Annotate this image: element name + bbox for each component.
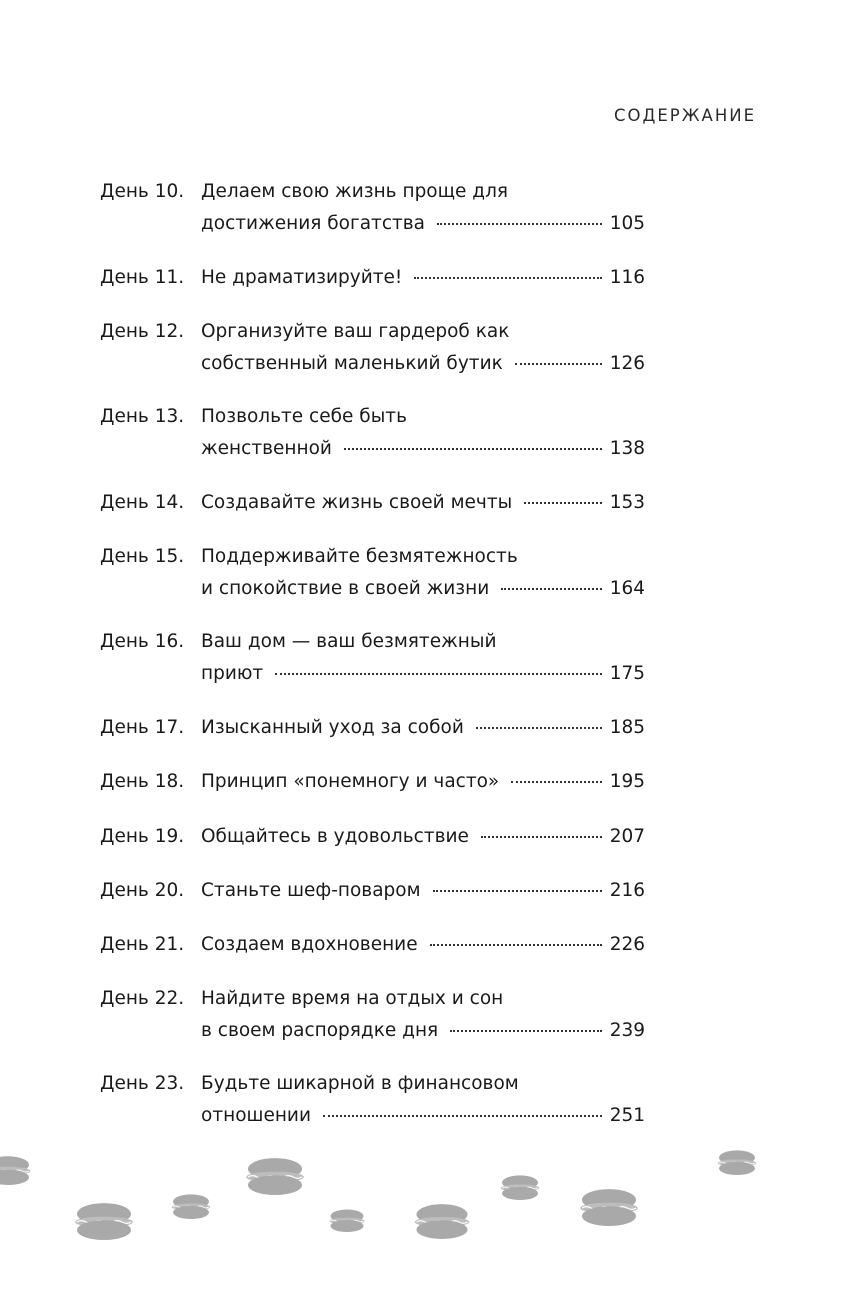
toc-title-line: Поддерживайте безмятежность [201, 546, 518, 567]
toc-title-line: собственный маленький бутик [201, 353, 503, 374]
macaron-icon [329, 1209, 364, 1232]
macaron-icon [75, 1203, 133, 1240]
toc-entry[interactable] [100, 734, 645, 792]
toc-title-line: Организуйте ваш гардероб как [201, 321, 510, 342]
toc-day-label: День 10. [100, 181, 185, 202]
toc-title-line: отношении [201, 1105, 311, 1126]
toc-title-line: Общайтесь в удовольствие [201, 826, 469, 847]
toc-day-label: День 22. [100, 988, 185, 1009]
toc-page-number: 251 [609, 1105, 645, 1126]
macaron-icon [501, 1175, 539, 1200]
toc-title-line: Станьте шеф-поваром [201, 880, 421, 901]
toc-page-number: 226 [609, 934, 645, 955]
toc-day-label: День 15. [100, 546, 185, 567]
toc-day-label: День 18. [100, 771, 185, 792]
toc-entry[interactable] [100, 789, 645, 847]
toc-title-line: Принцип «понемногу и часто» [201, 771, 500, 792]
toc-day-label: День 21. [100, 934, 185, 955]
dot-leader [433, 890, 602, 892]
dot-leader [344, 448, 602, 450]
toc-title-line: Позвольте себе быть [201, 406, 407, 427]
toc-entry[interactable] [100, 455, 645, 513]
toc-day-label: День 19. [100, 826, 185, 847]
toc-entry[interactable] [100, 230, 645, 288]
toc-title-line: достижения богатства [201, 213, 426, 234]
toc-day-label: День 23. [100, 1073, 185, 1094]
dot-leader [437, 223, 602, 225]
toc-title-line: Делаем свою жизнь проще для [201, 181, 509, 202]
page-title: СОДЕРЖАНИЕ [613, 106, 756, 125]
toc-title-line: Не драматизируйте! [201, 267, 403, 288]
macaron-icon [172, 1194, 210, 1219]
dot-leader [450, 1030, 602, 1032]
toc-day-label: День 13. [100, 406, 185, 427]
toc-title-line: и спокойствие в своей жизни [201, 578, 490, 599]
toc-title-line: приют [201, 663, 264, 684]
macaron-icon [246, 1158, 304, 1195]
toc-page-number: 105 [609, 213, 645, 234]
dot-leader [515, 363, 602, 365]
dot-leader [430, 944, 602, 946]
dot-leader [323, 1115, 602, 1117]
dot-leader [511, 781, 601, 783]
toc-page-number: 185 [609, 717, 645, 738]
toc-entry[interactable] [100, 541, 645, 605]
toc-page-number: 116 [609, 267, 645, 288]
toc-title-line: Ваш дом — ваш безмятежный [201, 631, 497, 652]
toc-page-number: 239 [609, 1020, 645, 1041]
toc-page-number: 126 [609, 353, 645, 374]
dot-leader [414, 277, 601, 279]
toc-day-label: День 20. [100, 880, 185, 901]
toc-page-number: 216 [609, 880, 645, 901]
toc-title-line: женственной [201, 438, 332, 459]
toc-entry[interactable] [100, 897, 645, 955]
toc-day-label: День 14. [100, 492, 185, 513]
toc-entry[interactable] [100, 680, 645, 738]
macaron-icon [415, 1204, 469, 1239]
toc-page-number: 138 [609, 438, 645, 459]
macaron-icon [0, 1156, 30, 1185]
toc-day-label: День 16. [100, 631, 185, 652]
macaron-icon [718, 1150, 756, 1175]
toc-entry[interactable] [100, 316, 645, 380]
macaron-decoration [0, 1140, 844, 1311]
dot-leader [275, 673, 601, 675]
dot-leader [476, 727, 602, 729]
toc-page-number: 175 [609, 663, 645, 684]
dot-leader [524, 502, 601, 504]
toc-title-line: Создавайте жизнь своей мечты [201, 492, 513, 513]
macaron-icon [580, 1189, 638, 1226]
toc-day-label: День 17. [100, 717, 185, 738]
toc-entry[interactable] [100, 843, 645, 901]
toc-page-number: 195 [609, 771, 645, 792]
toc-entry[interactable] [100, 983, 645, 1047]
toc-page-number: 164 [609, 578, 645, 599]
toc-title-line: Изысканный уход за собой [201, 717, 464, 738]
toc-title-line: Найдите время на отдых и сон [201, 988, 504, 1009]
toc-title-line: в своем распорядке дня [201, 1020, 439, 1041]
toc-page-number: 153 [609, 492, 645, 513]
dot-leader [501, 588, 601, 590]
dot-leader [481, 836, 602, 838]
toc-entry[interactable] [100, 1068, 645, 1132]
toc-page-number: 207 [609, 826, 645, 847]
toc-title-line: Создаем вдохновение [201, 934, 418, 955]
toc-day-label: День 11. [100, 267, 185, 288]
toc-day-label: День 12. [100, 321, 185, 342]
toc-title-line: Будьте шикарной в финансовом [201, 1073, 519, 1094]
